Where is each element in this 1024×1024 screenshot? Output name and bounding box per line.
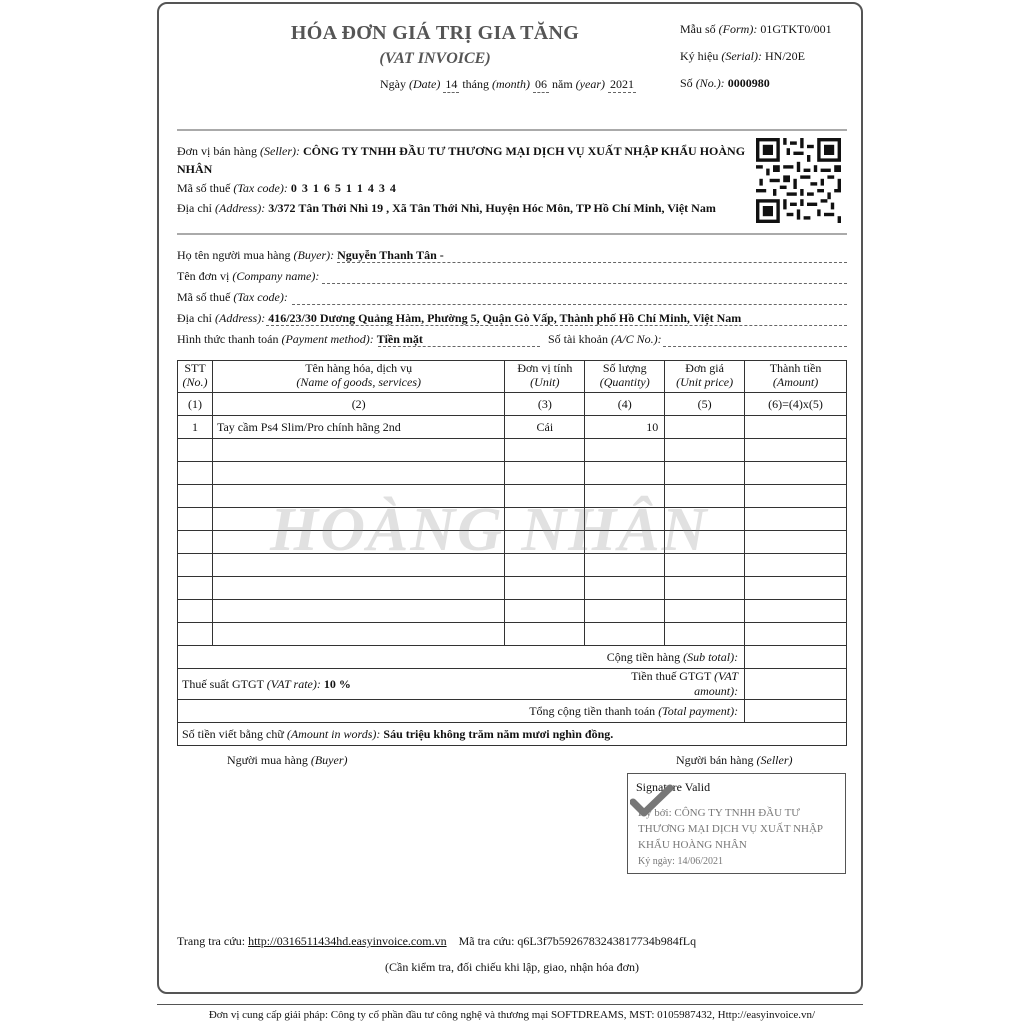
- table-row: [178, 439, 847, 462]
- table-row: [178, 623, 847, 646]
- table-header: STT (No.) Tên hàng hóa, dịch vụ (Name of goods, services) Đơn vị tính (Unit) Số lượng (Quantity) Đơn giá (Unit price) Thành tiền (Amount): [178, 361, 847, 393]
- invoice-title: HÓA ĐƠN GIÁ TRỊ GIA TĂNG: [290, 22, 580, 44]
- signature-valid: Signature Valid: [636, 780, 711, 794]
- seller-name-cont: NHÂN: [177, 162, 213, 176]
- lookup-url-link[interactable]: http://0316511434hd.easyinvoice.com.vn: [248, 934, 447, 948]
- provider-info: Đơn vị cung cấp giải pháp: Công ty cổ phần đầu tư công nghệ và thương mại SOFTDREAMS, MST: 0105987432, Http://easyinvoice.vn/: [208, 1009, 816, 1021]
- buyer-signature-label: Người mua hàng (Buyer): [227, 753, 348, 767]
- table-row: 1 Tay cầm Ps4 Slim/Pro chính hãng 2nd Cái 10: [178, 416, 847, 439]
- index-row: (1) (2) (3) (4) (5) (6)=(4)x(5): [178, 393, 847, 416]
- divider: [177, 233, 847, 235]
- subtotal-value: [745, 646, 847, 669]
- invoice-date: Ngày (Date) 14 tháng (month) 06 năm (year) 2021: [380, 77, 634, 91]
- form-number: Mẫu số (Form): 01GTKT0/001: [680, 22, 832, 36]
- lookup-code: q6L3f7b5926783243817734b984fLq: [517, 934, 697, 948]
- total-row: Tổng cộng tiền thanh toán (Total payment):: [178, 700, 847, 723]
- buyer-name: Họ tên người mua hàng (Buyer): Nguyễn Thanh Tân -: [177, 248, 444, 262]
- serial-number: Ký hiệu (Serial): HN/20E: [680, 49, 805, 63]
- total-value: [745, 700, 847, 723]
- account-number: Số tài khoản (A/C No.):: [548, 332, 662, 346]
- watermark: HOÀNG NHÂN: [270, 496, 709, 564]
- amount-in-words-row: Số tiền viết bằng chữ (Amount in words): Sáu triệu không trăm năm mươi nghìn đồng.: [178, 723, 847, 746]
- verification-note: (Cần kiểm tra, đối chiếu khi lập, giao, nhận hóa đơn): [385, 960, 639, 974]
- digital-signature-box: [627, 773, 846, 874]
- date-year: 2021: [610, 77, 634, 91]
- seller-address: Địa chỉ (Address): 3/372 Tân Thới Nhì 19 , Xã Tân Thới Nhì, Huyện Hóc Môn, TP Hồ Chí Minh, Việt Nam: [177, 201, 716, 215]
- divider: [157, 1004, 863, 1005]
- vat-row: Thuế suất GTGT (VAT rate): 10 % Tiền thuế GTGT (VAT amount):: [178, 669, 847, 700]
- payment-method: Hình thức thanh toán (Payment method): Tiền mặt: [177, 332, 423, 346]
- divider: [177, 129, 847, 131]
- buyer-company: Tên đơn vị (Company name):: [177, 269, 320, 283]
- invoice-number: Số (No.): 0000980: [680, 76, 770, 90]
- table-row: [178, 462, 847, 485]
- date-day: 14: [445, 77, 458, 91]
- invoice-subtitle: (VAT INVOICE): [379, 50, 491, 67]
- amount-in-words: Sáu triệu không trăm năm mươi nghìn đồng.: [383, 726, 614, 741]
- buyer-tax-code: Mã số thuế (Tax code):: [177, 290, 288, 304]
- seller-name: Đơn vị bán hàng (Seller): CÔNG TY TNHH ĐẦU TƯ THƯƠNG MẠI DỊCH VỤ XUẤT NHẬP KHẨU HOÀNG: [177, 144, 746, 158]
- subtotal-row: Cộng tiền hàng (Sub total):: [178, 646, 847, 669]
- qr-code: [756, 138, 841, 223]
- seller-signature-label: Người bán hàng (Seller): [676, 753, 793, 767]
- seller-tax-code: Mã số thuế (Tax code): 0 3 1 6 5 1 1 4 3 4: [177, 181, 396, 195]
- lookup-info: Trang tra cứu: http://0316511434hd.easyinvoice.com.vn Mã tra cứu: q6L3f7b5926783243817734b984fLq: [177, 934, 697, 948]
- table-row: [178, 577, 847, 600]
- vat-amount-value: [745, 669, 847, 700]
- table-row: [178, 600, 847, 623]
- signer-info: Ký bởi: CÔNG TY TNHH ĐẦU TƯ THƯƠNG MẠI DỊCH VỤ XUẤT NHẬP KHẨU HOÀNG NHÂN Ký ngày: 14/06/2021: [638, 807, 824, 867]
- date-month: 06: [535, 77, 547, 91]
- buyer-address: Địa chỉ (Address): 416/23/30 Dương Quảng Hàm, Phường 5, Quận Gò Vấp, Thành phố Hồ Chí Minh, Việt Nam: [177, 311, 742, 325]
